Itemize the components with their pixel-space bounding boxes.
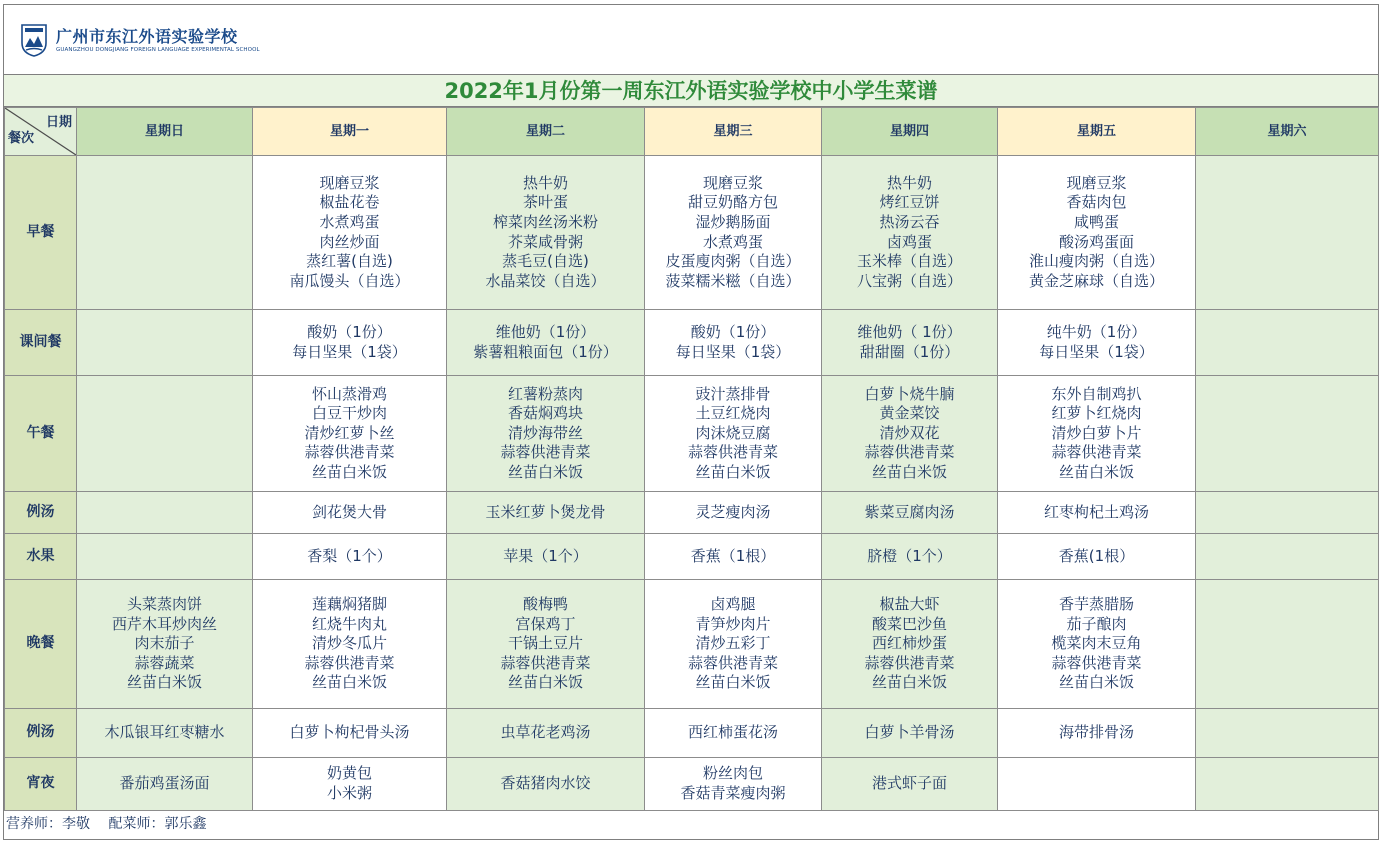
menu-cell: [253, 534, 447, 580]
meal-row: [5, 580, 1379, 709]
menu-cell: [447, 156, 645, 310]
menu-cell: [1196, 376, 1379, 492]
day-header: 星期日: [77, 108, 253, 156]
dish-item: 甜豆奶酪方包: [687, 193, 778, 212]
menu-cell: [998, 709, 1196, 758]
menu-cell: [77, 758, 253, 811]
dish-item: 热牛奶: [522, 173, 568, 192]
menu-cell: [998, 758, 1196, 811]
dish-item: 纯牛奶（1份）: [1046, 322, 1147, 341]
dish-item: 西红柿炒蛋: [871, 634, 947, 653]
dish-item: 水煮鸡蛋: [702, 232, 763, 251]
menu-cell: [253, 376, 447, 492]
menu-cell: [998, 310, 1196, 376]
dish-item: 玉米红萝卜煲龙骨: [485, 502, 606, 521]
dish-item: 现磨豆浆: [702, 173, 763, 192]
dish-item: 白萝卜烧牛腩: [864, 384, 955, 403]
dish-item: 烤红豆饼: [879, 193, 940, 212]
dish-item: 酸菜巴沙鱼: [871, 614, 947, 633]
dish-item: 白萝卜羊骨汤: [864, 723, 955, 742]
dish-item: 黄金菜饺: [879, 404, 940, 423]
dish-item: 港式虾子面: [871, 774, 947, 793]
menu-cell: [998, 156, 1196, 310]
dish-item: 肉沫烧豆腐: [695, 423, 771, 442]
dish-item: 虫草花老鸡汤: [500, 723, 591, 742]
dish-item: 蒜蓉供港青菜: [304, 653, 395, 672]
dish-item: 土豆红烧肉: [695, 404, 771, 423]
school-logo-icon: [20, 23, 48, 57]
dish-item: 青笋炒肉片: [695, 614, 771, 633]
day-header: 星期五: [998, 108, 1196, 156]
dish-item: 苹果（1个）: [503, 546, 588, 565]
menu-cell: [822, 376, 998, 492]
menu-cell: [998, 492, 1196, 534]
menu-cell: [822, 580, 998, 709]
dish-item: 紫薯粗粮面包（1份）: [473, 342, 618, 361]
menu-cell: [447, 709, 645, 758]
day-header: 星期二: [447, 108, 645, 156]
dish-item: 蒜蓉供港青菜: [687, 443, 778, 462]
dish-item: 清炒白萝卜片: [1051, 423, 1142, 442]
dish-item: 香菇猪肉水饺: [500, 774, 591, 793]
dish-item: 肉丝炒面: [319, 232, 380, 251]
menu-cell: [998, 534, 1196, 580]
dish-item: 水煮鸡蛋: [319, 212, 380, 231]
meal-label: 早餐: [5, 156, 77, 310]
menu-title: 2022年1月份第一周东江外语实验学校中小学生菜谱: [4, 75, 1378, 107]
menu-cell: [77, 709, 253, 758]
dish-item: 蒜蓉蔬菜: [134, 653, 195, 672]
day-header-row: [5, 108, 1379, 156]
dish-item: 香蕉（1根）: [690, 546, 776, 565]
menu-cell: [253, 758, 447, 811]
dish-item: 怀山蒸滑鸡: [311, 384, 387, 403]
menu-cell: [77, 580, 253, 709]
school-header: [4, 5, 1378, 75]
dish-item: 紫菜豆腐肉汤: [864, 502, 955, 521]
dish-item: 红枣枸杞土鸡汤: [1043, 502, 1149, 521]
menu-cell: [645, 534, 822, 580]
dish-item: 木瓜银耳红枣糖水: [104, 723, 225, 742]
menu-cell: [253, 492, 447, 534]
dish-item: 丝苗白米饭: [311, 462, 387, 481]
dish-item: 现磨豆浆: [319, 173, 380, 192]
corner-date-label: 日期: [45, 115, 72, 130]
corner-meal-label: 餐次: [8, 131, 35, 147]
dish-item: 茄子酿肉: [1066, 614, 1127, 633]
menu-cell: [822, 310, 998, 376]
dish-item: 丝苗白米饭: [1058, 673, 1134, 692]
dish-item: 番茄鸡蛋汤面: [119, 774, 210, 793]
dish-item: 芥菜咸骨粥: [507, 232, 583, 251]
menu-cell: [822, 758, 998, 811]
dish-item: 清炒双花: [879, 423, 940, 442]
dish-item: 甜甜圈（1份）: [859, 342, 960, 361]
meal-row: [5, 709, 1379, 758]
dish-item: 蒜蓉供港青菜: [1051, 443, 1142, 462]
dish-item: 蒜蓉供港青菜: [304, 443, 395, 462]
planner-label: 配菜师：郭乐鑫: [108, 816, 207, 832]
dish-item: 小米粥: [326, 784, 372, 802]
dish-item: 香菇焖鸡块: [507, 404, 583, 423]
menu-cell: [822, 709, 998, 758]
dish-item: 热牛奶: [886, 173, 932, 192]
dish-item: 香菇青菜瘦肉粥: [680, 784, 786, 802]
dish-item: 酸奶（1份）: [307, 322, 392, 341]
menu-cell: [645, 758, 822, 811]
dish-item: 维他奶（1份）: [495, 322, 596, 341]
nutritionist-label: 营养师：李敬: [6, 816, 90, 832]
menu-cell: [77, 534, 253, 580]
dish-item: 酸汤鸡蛋面: [1058, 232, 1134, 251]
meal-row: [5, 492, 1379, 534]
menu-cell: [822, 156, 998, 310]
day-header: 星期三: [645, 108, 822, 156]
menu-cell: [77, 492, 253, 534]
dish-item: 椒盐大虾: [879, 595, 940, 614]
menu-cell: [645, 156, 822, 310]
dish-item: 蒜蓉供港青菜: [864, 653, 955, 672]
dish-item: 榄菜肉末豆角: [1051, 634, 1142, 653]
dish-item: 蒸红薯(自选): [306, 252, 393, 271]
dish-item: 蒜蓉供港青菜: [1051, 653, 1142, 672]
dish-item: 丝苗白米饭: [1058, 462, 1134, 481]
menu-cell: [645, 580, 822, 709]
dish-item: 清炒海带丝: [507, 423, 583, 442]
menu-cell: [645, 709, 822, 758]
dish-item: 灵芝瘦肉汤: [695, 502, 771, 521]
dish-item: 玉米棒（自选）: [856, 252, 962, 271]
menu-cell: [77, 376, 253, 492]
menu-cell: [1196, 156, 1379, 310]
dish-item: 丝苗白米饭: [695, 673, 771, 692]
dish-item: 香芋蒸腊肠: [1058, 595, 1134, 614]
dish-item: 香菇肉包: [1066, 193, 1127, 212]
meal-row: [5, 156, 1379, 310]
dish-item: 黄金芝麻球（自选）: [1028, 271, 1164, 290]
dish-item: 南瓜馒头（自选）: [289, 271, 410, 290]
dish-item: 丝苗白米饭: [311, 673, 387, 692]
dish-item: 蒜蓉供港青菜: [864, 443, 955, 462]
dish-item: 椒盐花卷: [319, 193, 380, 212]
menu-cell: [645, 376, 822, 492]
menu-cell: [1196, 709, 1379, 758]
dish-item: 奶黄包: [326, 764, 372, 783]
school-name-english: GUANGZHOU DONGJIANG FOREIGN LANGUAGE EXPERIMENTAL SCHOOL: [56, 47, 260, 53]
dish-item: 东外自制鸡扒: [1051, 384, 1142, 403]
menu-cell: [447, 580, 645, 709]
menu-cell: [998, 580, 1196, 709]
dish-item: 丝苗白米饭: [871, 462, 947, 481]
dish-item: 红薯粉蒸肉: [507, 384, 583, 403]
menu-cell: [253, 310, 447, 376]
dish-item: 每日坚果（1袋）: [675, 342, 791, 361]
menu-cell: [645, 310, 822, 376]
dish-item: 蒜蓉供港青菜: [687, 653, 778, 672]
menu-cell: [1196, 534, 1379, 580]
menu-cell: [822, 534, 998, 580]
menu-cell: [1196, 492, 1379, 534]
meal-label: 午餐: [5, 376, 77, 492]
dish-item: 蒜蓉供港青菜: [500, 443, 591, 462]
menu-cell: [1196, 310, 1379, 376]
footer-credits: [6, 813, 206, 833]
corner-cell: [5, 108, 77, 156]
day-header: 星期四: [822, 108, 998, 156]
dish-item: 丝苗白米饭: [695, 462, 771, 481]
dish-item: 水晶菜饺（自选）: [485, 271, 606, 290]
dish-item: 脐橙（1个）: [867, 546, 952, 565]
dish-item: 榨菜肉丝汤米粉: [492, 212, 598, 231]
dish-item: 清炒红萝卜丝: [304, 423, 395, 442]
menu-cell: [77, 310, 253, 376]
dish-item: 莲藕焖猪脚: [311, 595, 387, 614]
menu-cell: [447, 310, 645, 376]
dish-item: 蒜蓉供港青菜: [500, 653, 591, 672]
meal-row: [5, 758, 1379, 811]
dish-item: 红烧牛肉丸: [311, 614, 387, 633]
menu-table: [4, 107, 1379, 811]
dish-item: 酸梅鸭: [522, 595, 568, 614]
dish-item: 粉丝肉包: [702, 764, 763, 783]
menu-cell: [77, 156, 253, 310]
dish-item: 西芹木耳炒肉丝: [111, 614, 217, 633]
menu-cell: [253, 580, 447, 709]
dish-item: 湿炒鹅肠面: [695, 212, 771, 231]
dish-item: 茶叶蛋: [522, 193, 568, 212]
day-header: 星期六: [1196, 108, 1379, 156]
dish-item: 宫保鸡丁: [515, 614, 576, 633]
dish-item: 丝苗白米饭: [871, 673, 947, 692]
menu-cell: [645, 492, 822, 534]
dish-item: 维他奶（ 1份）: [857, 322, 962, 341]
menu-body: [5, 156, 1379, 811]
dish-item: 清炒五彩丁: [695, 634, 771, 653]
meal-label: 宵夜: [5, 758, 77, 811]
menu-cell: [253, 156, 447, 310]
dish-item: 菠菜糯米糍（自选）: [665, 271, 801, 290]
dish-item: 卤鸡蛋: [886, 232, 932, 251]
dish-item: 皮蛋廋肉粥（自选）: [665, 252, 801, 271]
day-header: 星期一: [253, 108, 447, 156]
menu-cell: [447, 492, 645, 534]
dish-item: 白豆干炒肉: [311, 404, 387, 423]
dish-item: 每日坚果（1袋）: [292, 342, 407, 361]
dish-item: 白萝卜枸杞骨头汤: [289, 723, 410, 742]
school-name: 广州市东江外语实验学校: [56, 27, 238, 46]
dish-item: 丝苗白米饭: [507, 462, 583, 481]
dish-item: 卤鸡腿: [710, 595, 756, 614]
dish-item: 淮山瘦肉粥（自选）: [1028, 252, 1164, 271]
menu-cell: [1196, 580, 1379, 709]
dish-item: 咸鸭蛋: [1073, 212, 1119, 231]
dish-item: 香蕉(1根）: [1058, 546, 1135, 565]
dish-item: 热汤云吞: [879, 212, 940, 231]
dish-item: 八宝粥（自选）: [856, 271, 962, 290]
dish-item: 头菜蒸肉饼: [126, 595, 202, 614]
dish-item: 豉汁蒸排骨: [695, 384, 771, 403]
menu-cell: [998, 376, 1196, 492]
menu-cell: [447, 376, 645, 492]
dish-item: 清炒冬瓜片: [311, 634, 387, 653]
dish-item: 肉末茄子: [134, 634, 195, 653]
menu-cell: [822, 492, 998, 534]
dish-item: 丝苗白米饭: [507, 673, 583, 692]
dish-item: 红萝卜红烧肉: [1051, 404, 1142, 423]
meal-row: [5, 376, 1379, 492]
dish-item: 西红柿蛋花汤: [687, 723, 778, 742]
dish-item: 现磨豆浆: [1066, 173, 1127, 192]
meal-label: 例汤: [5, 492, 77, 534]
dish-item: 剑花煲大骨: [311, 502, 387, 521]
meal-label: 课间餐: [5, 310, 77, 376]
menu-cell: [253, 709, 447, 758]
menu-cell: [1196, 758, 1379, 811]
meal-row: [5, 310, 1379, 376]
meal-label: 例汤: [5, 709, 77, 758]
meal-label: 晚餐: [5, 580, 77, 709]
dish-item: 丝苗白米饭: [126, 673, 202, 692]
dish-item: 酸奶（1份）: [690, 322, 776, 341]
dish-item: 海带排骨汤: [1058, 723, 1134, 742]
dish-item: 每日坚果（1袋）: [1039, 342, 1154, 361]
dish-item: 蒸毛豆(自选): [502, 252, 589, 271]
menu-cell: [447, 534, 645, 580]
meal-row: [5, 534, 1379, 580]
dish-item: 干锅土豆片: [507, 634, 583, 653]
meal-label: 水果: [5, 534, 77, 580]
menu-cell: [447, 758, 645, 811]
dish-item: 香梨（1个）: [307, 546, 392, 565]
